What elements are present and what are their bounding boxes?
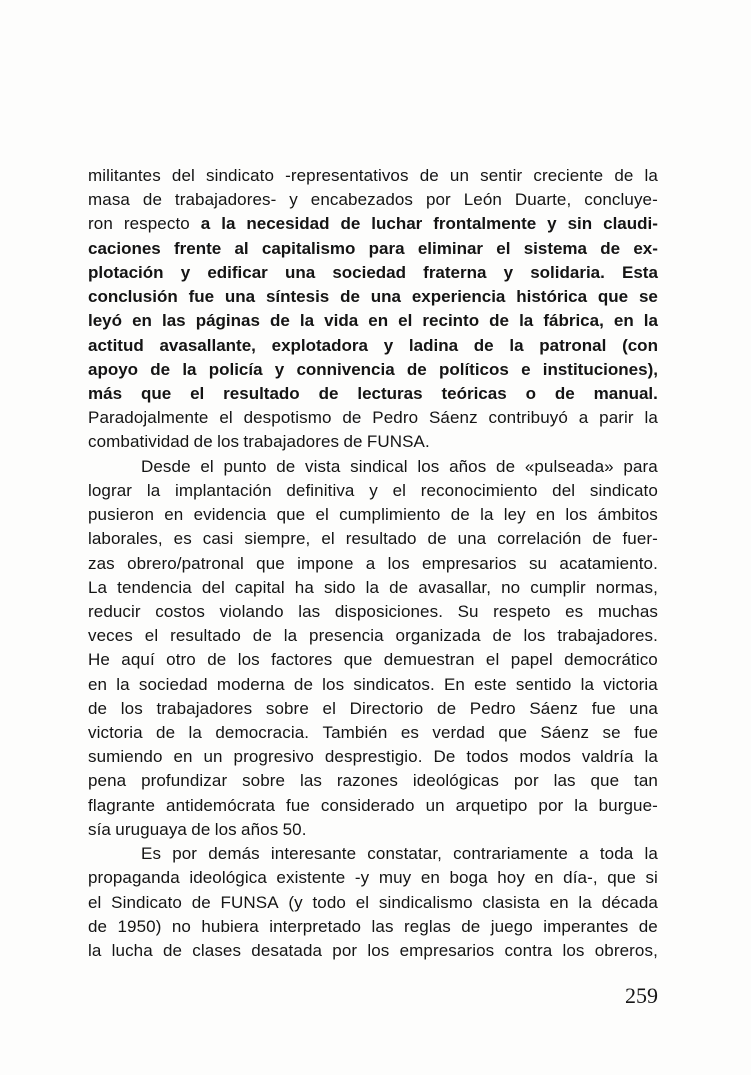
text-line: militantes del sindicato -representativos de un sentir creciente de la bbox=[88, 166, 658, 185]
text-line: He aquí otro de los factores que demuestran el papel democrático bbox=[88, 650, 658, 670]
text-line: combatividad de los trabajadores de FUNSA. bbox=[88, 432, 430, 452]
text-line: masa de trabajadores- y encabezados por León Duarte, concluye- bbox=[88, 190, 658, 210]
text-line: pena profundizar sobre las razones ideológicas por las que tan bbox=[88, 771, 658, 791]
text-line: la lucha de clases desatada por los empresarios contra los obreros, bbox=[88, 941, 658, 960]
text-line: actitud avasallante, explotadora y ladina de la patronal (con bbox=[88, 335, 658, 355]
text-line: Desde el punto de vista sindical los años de «pulseada» para bbox=[141, 456, 658, 476]
text-line: laborales, es casi siempre, el resultado de una correlación de fuer- bbox=[88, 529, 658, 549]
text-line: más que el resultado de lecturas teóricas o de manual. bbox=[88, 383, 658, 403]
text-line: La tendencia del capital ha sido la de avasallar, no cumplir normas, bbox=[88, 577, 658, 597]
text-line: zas obrero/patronal que impone a los empresarios su acatamiento. bbox=[88, 553, 658, 573]
text-line: Paradojalmente el despotismo de Pedro Sáenz contribuyó a parir la bbox=[88, 408, 658, 428]
text-line: conclusión fue una síntesis de una experiencia histórica que se bbox=[88, 287, 658, 307]
text-line: reducir costos violando las disposiciones. Su respeto es muchas bbox=[88, 601, 658, 621]
text-line: sía uruguaya de los años 50. bbox=[88, 819, 307, 839]
text-line: sumiendo en un progresivo desprestigio. De todos modos valdría la bbox=[88, 747, 658, 767]
text-line: de los trabajadores sobre el Directorio de Pedro Sáenz fue una bbox=[88, 698, 658, 718]
text-line: leyó en las páginas de la vida en el recinto de la fábrica, en la bbox=[88, 311, 658, 331]
page-number: 259 bbox=[625, 983, 658, 1008]
body-text bbox=[88, 164, 658, 963]
text-line: apoyo de la policía y connivencia de políticos e instituciones), bbox=[88, 359, 658, 379]
text-line: veces el resultado de la presencia organizada de los trabajadores. bbox=[88, 626, 658, 646]
text-line: flagrante antidemócrata fue considerado un arquetipo por la burgue- bbox=[88, 795, 658, 815]
text-line: caciones frente al capitalismo para eliminar el sistema de ex- bbox=[88, 238, 658, 258]
text-line: pusieron en evidencia que el cumplimiento de la ley en los ámbitos bbox=[88, 505, 658, 525]
text-line: el Sindicato de FUNSA (y todo el sindicalismo clasista en la década bbox=[88, 892, 658, 912]
text-line: lograr la implantación definitiva y el reconocimiento del sindicato bbox=[88, 480, 658, 500]
text-line: plotación y edificar una sociedad fraterna y solidaria. Esta bbox=[88, 262, 658, 282]
text-line: ron respecto a la necesidad de luchar frontalmente y sin claudi- bbox=[88, 214, 658, 234]
text-line: propaganda ideológica existente -y muy en boga hoy en día-, que si bbox=[88, 868, 658, 888]
text-line: en la sociedad moderna de los sindicatos. En este sentido la victoria bbox=[88, 674, 658, 694]
text-line: victoria de la democracia. También es verdad que Sáenz se fue bbox=[88, 723, 658, 743]
text-line: de 1950) no hubiera interpretado las reglas de juego imperantes de bbox=[88, 916, 658, 936]
text-line: Es por demás interesante constatar, contrariamente a toda la bbox=[141, 844, 658, 864]
